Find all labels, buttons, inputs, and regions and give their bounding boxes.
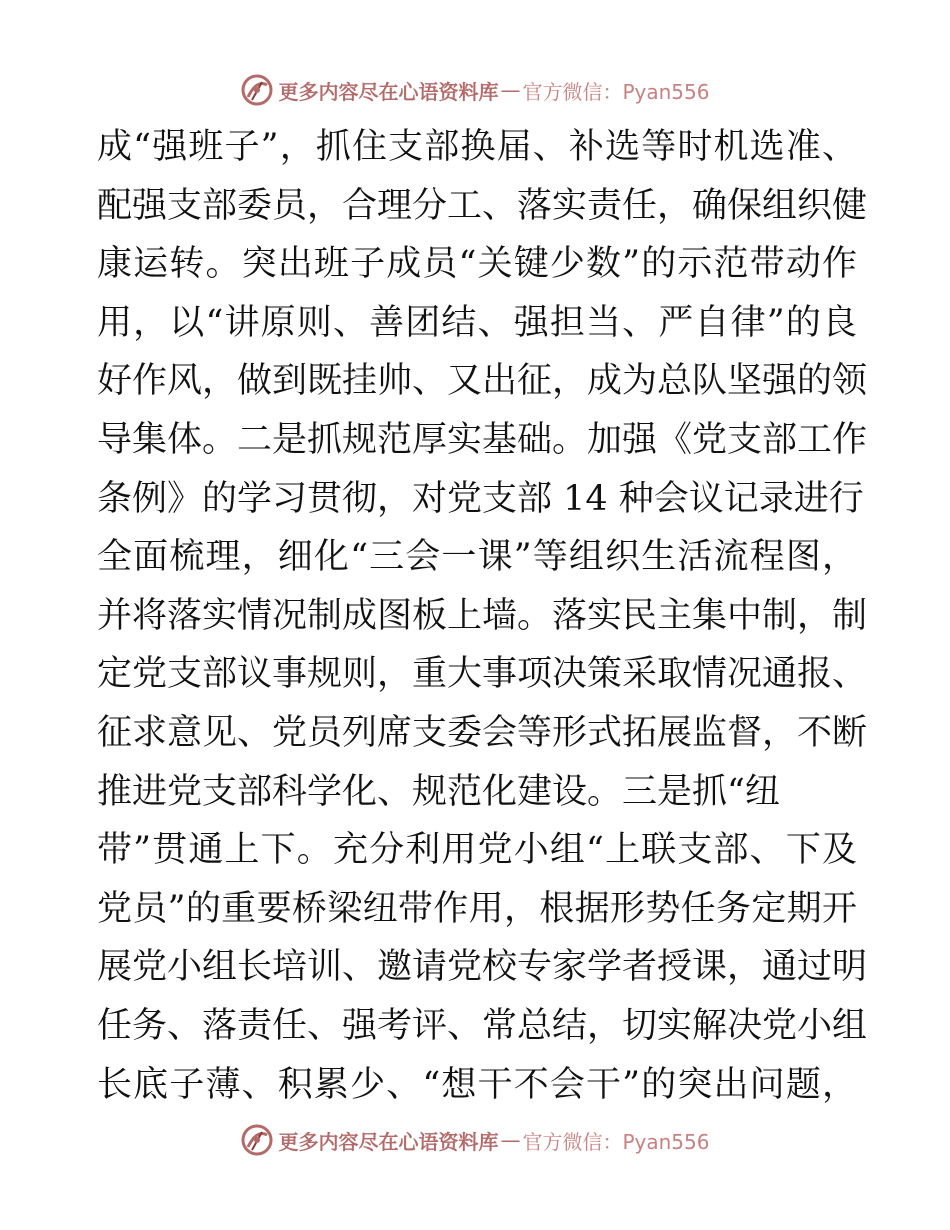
text-line: 展党小组长培训、邀请党校专家学者授课，通过明 — [97, 947, 868, 988]
text-line: 成“强班子”，抓住支部换届、补选等时机选准、 — [97, 127, 857, 167]
text-line: 并将落实情况制成图板上墙。落实民主集中制，制 — [97, 595, 868, 636]
header-site-name: 更多内容尽在心语资料库 — [278, 79, 499, 104]
text-line: 导集体。二是抓规范厚实基础。加强《党支部工作 — [97, 419, 868, 460]
text-line: 推进党支部科学化、规范化建设。三是抓“纽 — [97, 771, 780, 812]
header-banner — [0, 70, 950, 110]
text-line: 好作风，做到既挂帅、又出征，成为总队坚强的领 — [97, 361, 868, 402]
footer-wechat: 官方微信：Pyan556 — [522, 1129, 710, 1154]
header-separator: — — [500, 78, 521, 102]
text-line: 康运转。突出班子成员“关键少数”的示范带动作 — [97, 244, 857, 285]
seal-logo-icon — [240, 1123, 274, 1157]
footer-site-name: 更多内容尽在心语资料库 — [278, 1129, 499, 1154]
text-line: 党员”的重要桥梁纽带作用，根据形势任务定期开 — [97, 888, 857, 929]
text-line: 征求意见、党员列席支委会等形式拓展监督，不断 — [97, 712, 868, 753]
footer-banner — [0, 1120, 950, 1160]
text-line: 带”贯通上下。充分利用党小组“上联支部、下及 — [97, 830, 857, 871]
footer-separator: — — [500, 1128, 521, 1152]
text-line: 任务、落责任、强考评、常总结，切实解决党小组 — [97, 1005, 868, 1046]
text-line: 用，以“讲原则、善团结、强担当、严自律”的良 — [97, 302, 857, 343]
body-text — [97, 118, 868, 1114]
text-line: 配强支部委员，合理分工、落实责任，确保组织健 — [97, 185, 868, 226]
header-wechat: 官方微信：Pyan556 — [522, 79, 710, 104]
text-line: 长底子薄、积累少、“想干不会干”的突出问题， — [97, 1064, 857, 1105]
seal-logo-icon — [240, 73, 274, 107]
text-line: 条例》的学习贯彻，对党支部 14 种会议记录进行 — [97, 478, 864, 519]
text-line: 全面梳理，细化“三会一课”等组织生活流程图， — [97, 537, 857, 578]
text-line: 定党支部议事规则，重大事项决策采取情况通报、 — [97, 654, 868, 695]
